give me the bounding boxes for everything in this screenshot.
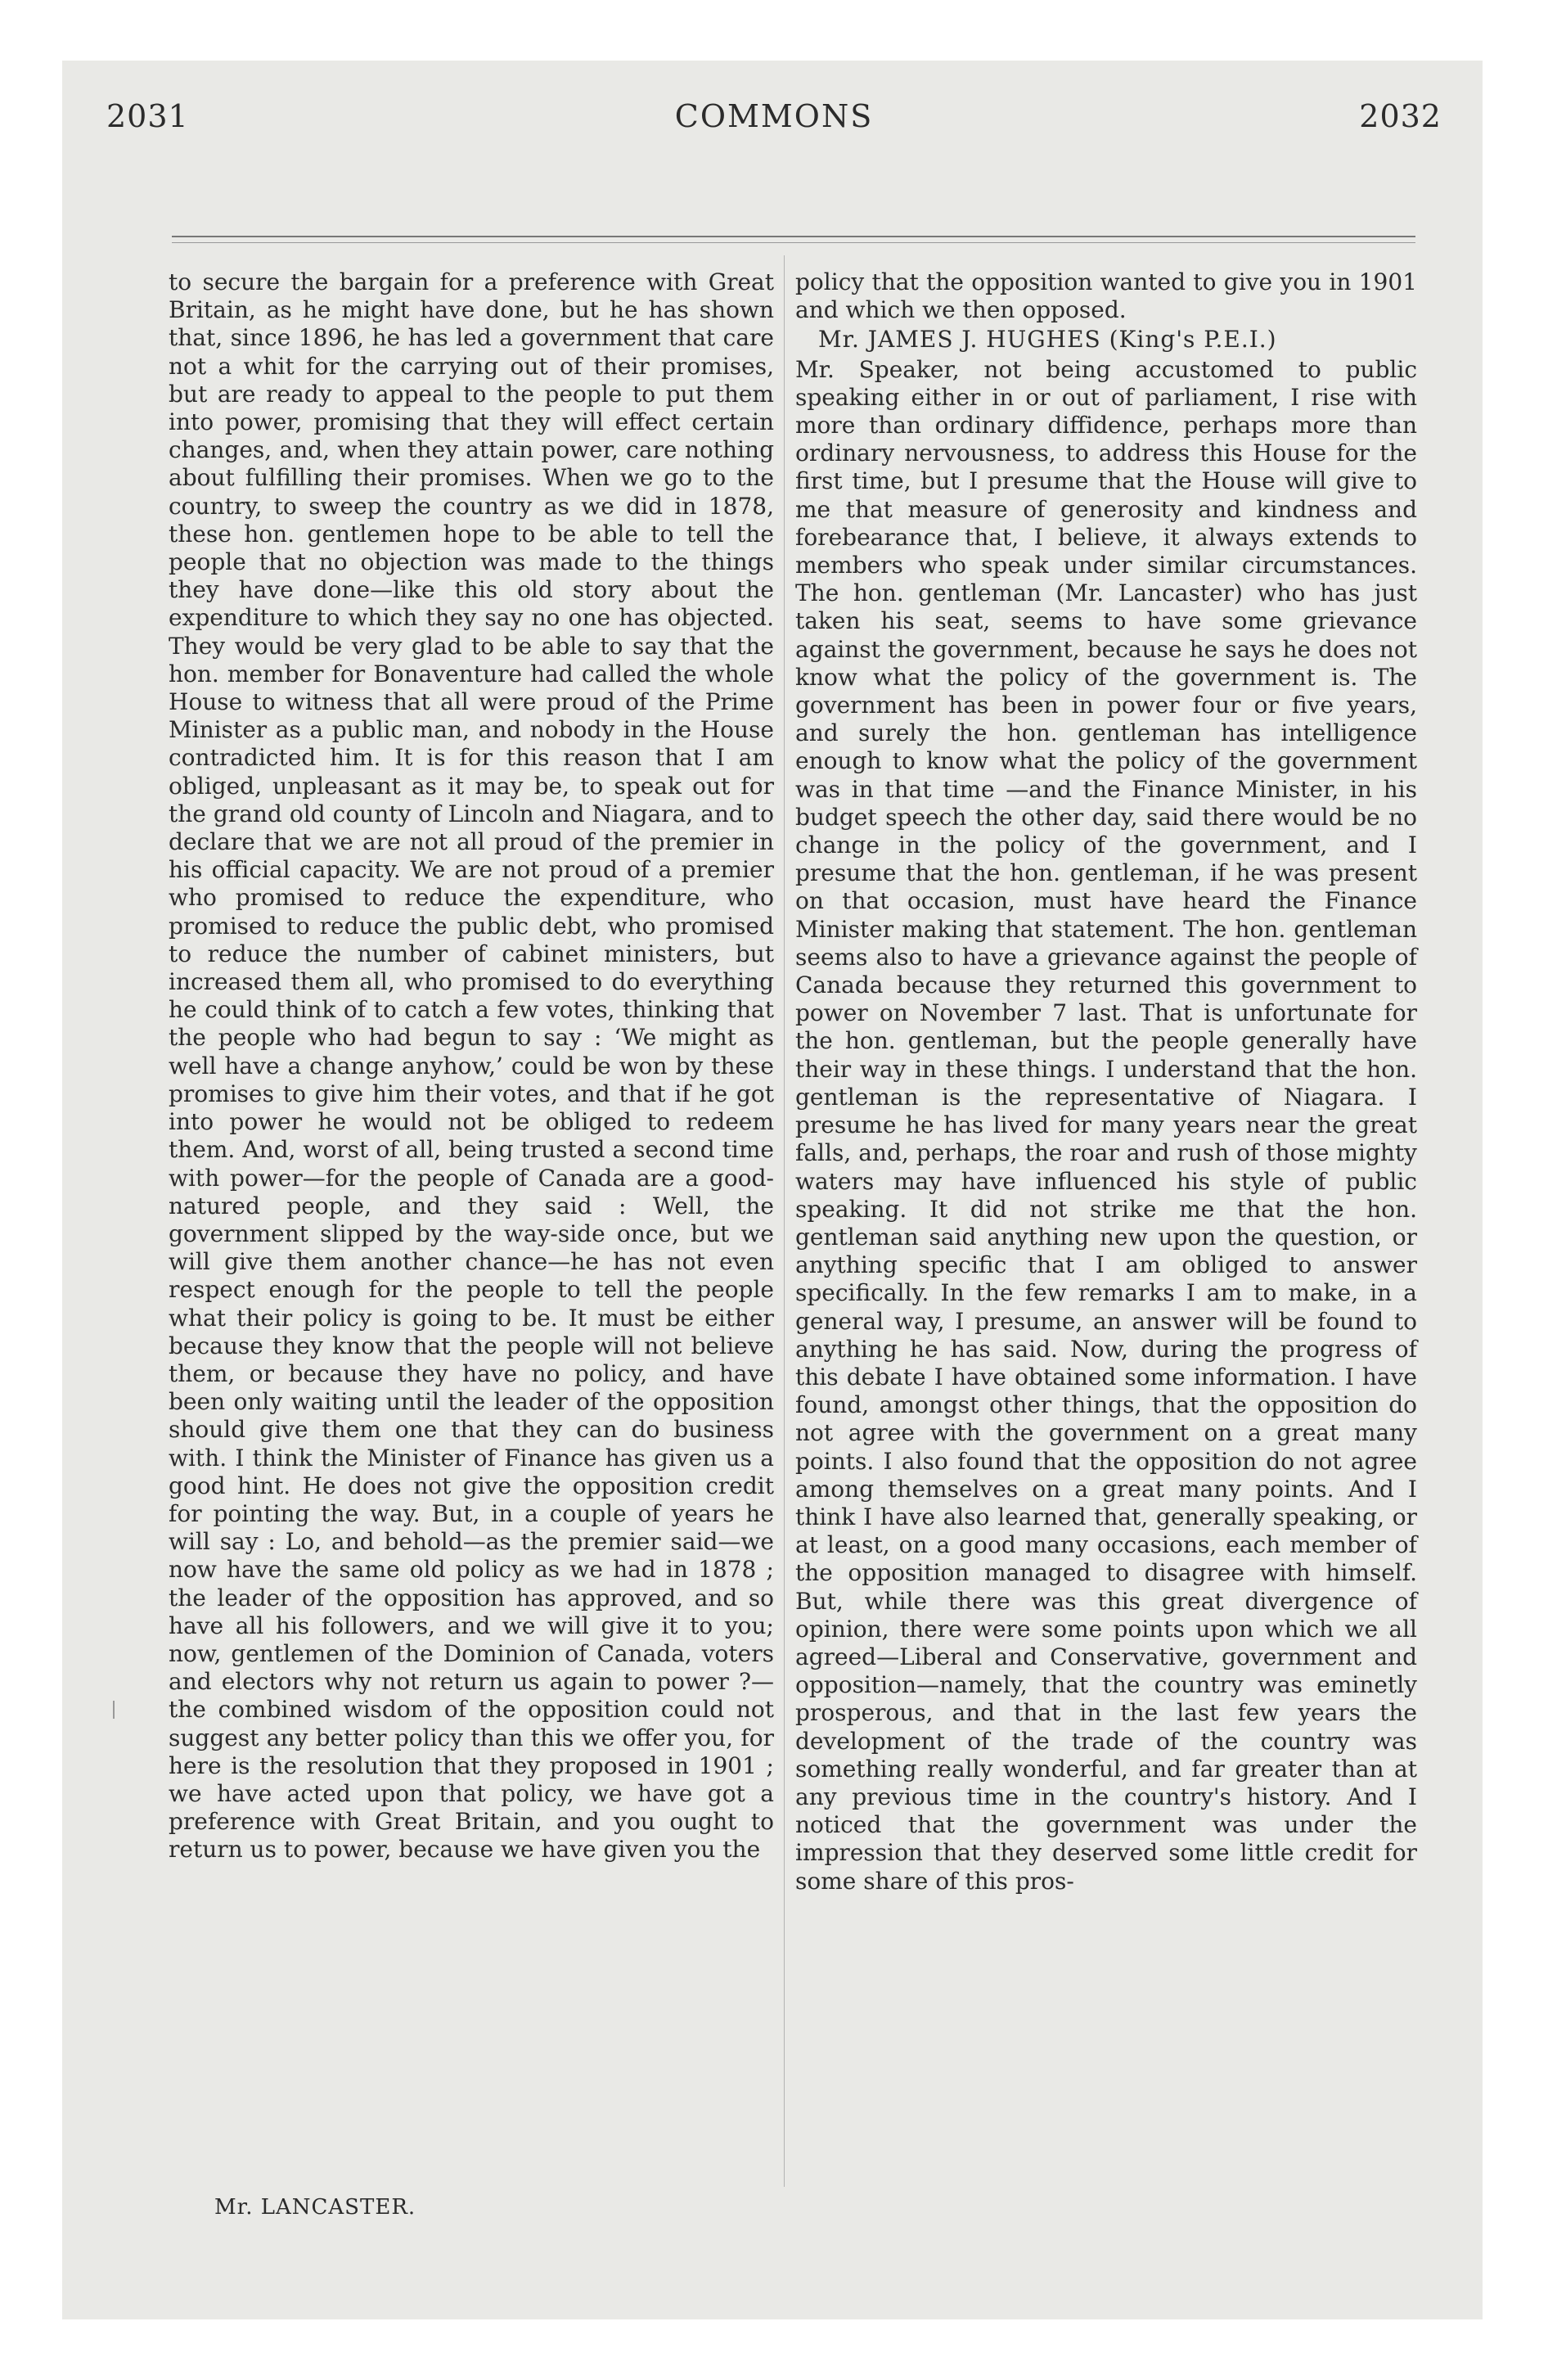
- speaker-name: Mr. JAMES J. HUGHES (King's P.E.I.): [818, 326, 1277, 354]
- footer-speaker: Mr. LANCASTER.: [214, 2195, 416, 2220]
- left-column-text: to secure the bargain for a preference with Great Britain, as he might have done, but he has shown that, since 1896, he has led a government that care not a whit for the carrying out of their promises, but are ready to appeal to the people to put them into power, promising that they will effect certain changes, and, when they attain power, care nothing about fulfilling their promises. When we go to the country, to sweep the country as we did in 1878, these hon. gentlemen hope to be able to tell the people that no objection was made to the things they have done—like this old story about the expenditure to which they say no one has objected. They would be very glad to be able to say that the hon. member for Bonaventure had called the whole House to witness that all were proud of the Prime Minister as a public man, and nobody in the House contradicted him. It is for this reason that I am obliged, unpleasant as it may be, to speak out for the grand old county of Lincoln and Niagara, and to declare that we are not all proud of the premier in his official capacity. We are not proud of a premier who promised to reduce the expenditure, who promised to reduce the public debt, who promised to reduce the number of cabinet ministers, but increased them all, who promised to do everything he could think of to catch a few votes, thinking that the people who had begun to say : ‘We might as well have a change anyhow,’ could be won by these promises to give him their votes, and that if he got into power he would not be obliged to redeem them. And, worst of all, being trusted a second time with power—for the people of Canada are a good-natured people, and they said : Well, the government slipped by the way-side once, but we will give them another chance—he has not even respect enough for the people to tell the people what their policy is going to be. It must be either because they know that the people will not believe them, or because they have no policy, and have been only waiting until the leader of the opposition should give them one that they can do business with. I think the Minister of Finance has given us a good hint. He does not give the opposition credit for pointing the way. But, in a couple of years he will say : Lo, and behold—as the premier said—we now have the same old policy as we had in 1878 ; the leader of the opposition has approved, and so have all his followers, and we will give it to you; now, gentlemen of the Dominion of Canada, voters and electors why not return us again to power ?—the combined wisdom of the opposition could not suggest any better policy than this we offer you, for here is the resolution that they proposed in 1901 ; we have acted upon that policy, we have got a preference with Great Britain, and you ought to return us to power, because we have given you the: [169, 268, 774, 1864]
- page-number-right: 2032: [1359, 98, 1442, 134]
- running-title: COMMONS: [674, 98, 874, 134]
- speaker-heading: [795, 326, 1417, 354]
- header-rule: [172, 236, 1415, 237]
- column-divider: [784, 255, 785, 2187]
- page-number-left: 2031: [106, 98, 189, 134]
- left-column: [169, 268, 774, 1866]
- header-rule-secondary: [172, 242, 1415, 243]
- page-header: [106, 98, 1442, 164]
- right-column-opening: policy that the opposition wanted to give you in 1901 and which we then opposed.: [795, 268, 1417, 324]
- right-column: [795, 268, 1417, 1897]
- right-column-speech: Mr. Speaker, not being accustomed to public speaking either in or out of parliament, I rise with more than ordinary diffidence, perhaps more than ordinary nervousness, to address this House for the first time, but I presume that the House will give to me that measure of generosity and kindness and forebearance that, I believe, it always extends to members who speak under similar circumstances. The hon. gentleman (Mr. Lancaster) who has just taken his seat, seems to have some grievance against the government, because he says he does not know what the policy of the government is. The government has been in power four or five years, and surely the hon. gentleman has intelligence enough to know what the policy of the government was in that time —and the Finance Minister, in his budget speech the other day, said there would be no change in the policy of the government, and I presume that the hon. gentleman, if he was present on that occasion, must have heard the Finance Minister making that statement. The hon. gentleman seems also to have a grievance against the people of Canada because they returned this government to power on November 7 last. That is unfortunate for the hon. gentleman, but the people generally have their way in these things. I understand that the hon. gentleman is the representative of Niagara. I presume he has lived for many years near the great falls, and, perhaps, the roar and rush of those mighty waters may have influenced his style of public speaking. It did not strike me that the hon. gentleman said anything new upon the question, or anything specific that I am obliged to answer specifically. In the few remarks I am to make, in a general way, I presume, an answer will be found to anything he has said. Now, during the progress of this debate I have obtained some information. I have found, amongst other things, that the opposition do not agree with the government on a great many points. I also found that the opposition do not agree among themselves on a great many points. And I think I have also learned that, generally speaking, or at least, on a good many occasions, each member of the opposition managed to disagree with himself. But, while there was this great divergence of opinion, there were some points upon which we all agreed—Liberal and Conservative, government and opposition—namely, that the country was eminetly prosperous, and that in the last few years the development of the trade of the country was something really wonderful, and far greater than at any previous time in the country's history. And I noticed that the government was under the impression that they deserved some little credit for some share of this pros-: [795, 355, 1417, 1895]
- margin-mark: [113, 1701, 115, 1719]
